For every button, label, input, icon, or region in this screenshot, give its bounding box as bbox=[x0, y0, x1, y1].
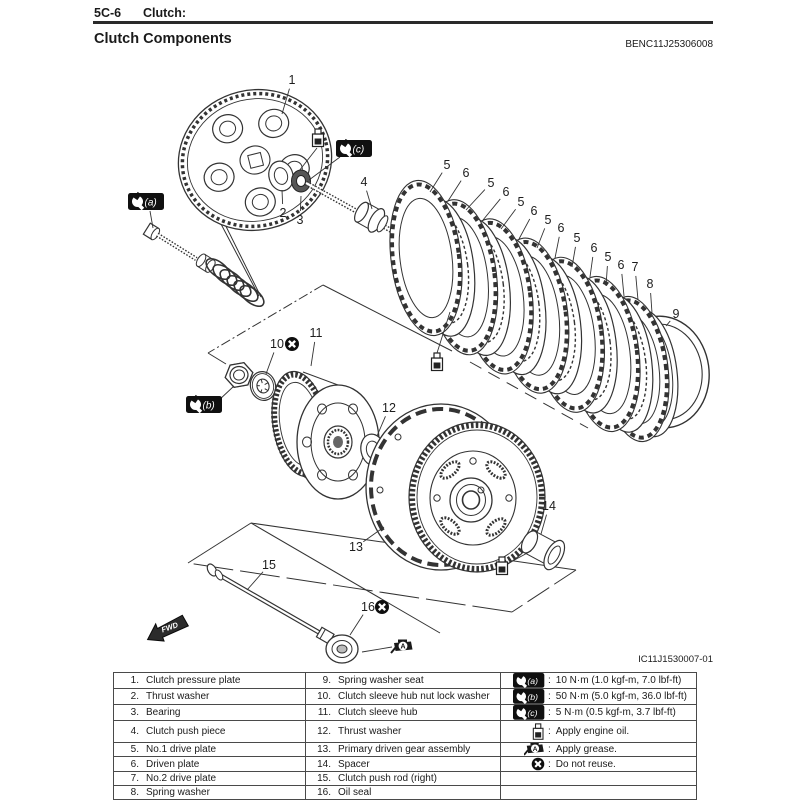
part-name: Spring washer bbox=[146, 787, 210, 798]
spec-icon bbox=[503, 689, 545, 704]
svg-text:A: A bbox=[400, 643, 406, 651]
svg-text:(c): (c) bbox=[527, 708, 538, 719]
torque-wrench-icon bbox=[128, 192, 164, 210]
part-number: 11. bbox=[317, 707, 331, 718]
part-cell bbox=[306, 757, 501, 772]
spec-cell bbox=[501, 721, 697, 743]
callout-5: 5 bbox=[517, 195, 525, 209]
callout-7: 7 bbox=[631, 260, 639, 274]
part-number: 6. bbox=[130, 758, 139, 770]
callout-5: 5 bbox=[487, 176, 495, 190]
svg-text:(b): (b) bbox=[527, 692, 538, 703]
part-name: Clutch push piece bbox=[146, 726, 226, 737]
callout-6: 6 bbox=[502, 185, 510, 199]
callout-12: 12 bbox=[382, 401, 396, 415]
spec-icon bbox=[503, 705, 545, 720]
callout-5: 5 bbox=[544, 213, 552, 227]
callout-6: 6 bbox=[590, 241, 598, 255]
part-row bbox=[114, 743, 697, 757]
spec-icon bbox=[503, 673, 545, 688]
part-cell bbox=[306, 743, 501, 757]
callout-14: 14 bbox=[542, 499, 556, 513]
doc-code: BENC11J25306008 bbox=[625, 39, 713, 50]
clutch-plate-stack bbox=[382, 176, 660, 435]
part-number: 1. bbox=[130, 675, 139, 686]
callout-8: 8 bbox=[646, 277, 654, 291]
clutch-push-piece bbox=[306, 183, 399, 237]
part-name: Oil seal bbox=[338, 787, 372, 798]
part-row bbox=[114, 772, 697, 786]
callout-3: 3 bbox=[296, 213, 304, 227]
part-number: 12. bbox=[317, 726, 331, 737]
part-number: 5. bbox=[130, 744, 139, 755]
part-cell bbox=[114, 743, 306, 757]
clutch-spring-bolt-set bbox=[143, 223, 267, 310]
spec-text: Do not reuse. bbox=[555, 758, 616, 770]
part-cell bbox=[114, 689, 306, 705]
part-number: 3. bbox=[130, 707, 139, 718]
part-name: Spacer bbox=[338, 758, 370, 770]
part-name: Thrust washer bbox=[146, 691, 210, 702]
spec-cell bbox=[501, 757, 697, 772]
part-name: Bearing bbox=[146, 707, 181, 718]
part-name: Clutch sleeve hub bbox=[338, 707, 418, 718]
part-number: 8. bbox=[130, 787, 139, 798]
part-cell bbox=[114, 721, 306, 743]
callout-9: 9 bbox=[672, 307, 680, 321]
grease-gun-icon bbox=[524, 743, 544, 755]
callout-2: 2 bbox=[279, 206, 287, 220]
spec-text: Apply grease. bbox=[555, 744, 617, 755]
callout-1: 1 bbox=[288, 73, 296, 87]
oil-can-icon bbox=[432, 353, 443, 371]
svg-text:FWD: FWD bbox=[160, 620, 180, 635]
part-number: 4. bbox=[130, 726, 139, 737]
spec-text: 10 N·m (1.0 kgf-m, 7.0 lbf-ft) bbox=[555, 675, 682, 686]
svg-text:(b): (b) bbox=[202, 400, 215, 412]
do-not-reuse-icon bbox=[532, 758, 545, 771]
part-row bbox=[114, 786, 697, 800]
callout-4: 4 bbox=[360, 175, 368, 189]
torque-wrench-icon bbox=[186, 395, 222, 413]
callout-11: 11 bbox=[309, 326, 323, 340]
part-name: Spring washer seat bbox=[338, 675, 424, 686]
part-number: 10. bbox=[317, 691, 331, 702]
spec-text: 5 N·m (0.5 kgf-m, 3.7 lbf-ft) bbox=[555, 707, 676, 718]
spec-colon: : bbox=[548, 691, 551, 702]
callout-6: 6 bbox=[617, 258, 625, 272]
spec-colon: : bbox=[548, 744, 551, 755]
spec-cell bbox=[501, 689, 697, 705]
part-cell bbox=[306, 721, 501, 743]
spec-text: Apply engine oil. bbox=[555, 726, 630, 737]
part-number: 13. bbox=[317, 744, 331, 755]
svg-text:(a): (a) bbox=[527, 676, 538, 687]
svg-text:(c): (c) bbox=[352, 144, 365, 156]
part-name: Clutch sleeve hub nut lock washer bbox=[338, 691, 490, 702]
part-name: Primary driven gear assembly bbox=[338, 744, 471, 755]
parts-table bbox=[113, 672, 696, 800]
part-cell bbox=[306, 705, 501, 721]
spec-colon: : bbox=[548, 758, 551, 770]
part-cell bbox=[306, 772, 501, 786]
spec-icon bbox=[503, 743, 545, 756]
spec-cell bbox=[501, 786, 697, 800]
part-name: Thrust washer bbox=[338, 726, 402, 737]
part-number: 14. bbox=[317, 758, 331, 770]
part-row bbox=[114, 689, 697, 705]
part-row bbox=[114, 757, 697, 772]
clutch-pressure-plate bbox=[163, 73, 346, 246]
callout-5: 5 bbox=[443, 158, 451, 172]
part-cell bbox=[306, 689, 501, 705]
spec-cell bbox=[501, 673, 697, 689]
spec-colon: : bbox=[548, 707, 551, 718]
part-cell bbox=[114, 757, 306, 772]
svg-text:(a): (a) bbox=[144, 197, 157, 209]
part-cell bbox=[114, 705, 306, 721]
callout-10: 10 bbox=[270, 337, 284, 351]
bearing-3 bbox=[292, 170, 311, 192]
callout-6: 6 bbox=[530, 204, 538, 218]
section-code: 5C-6 bbox=[94, 6, 122, 20]
torque-wrench-icon bbox=[336, 139, 372, 157]
clutch-push-rod-15 bbox=[205, 562, 334, 643]
part-name: Clutch pressure plate bbox=[146, 675, 241, 686]
oil-can-icon bbox=[533, 723, 543, 738]
part-cell bbox=[306, 786, 501, 800]
spec-colon: : bbox=[548, 726, 551, 737]
callout-16: 16 bbox=[361, 600, 375, 614]
part-number: 7. bbox=[130, 773, 139, 784]
spec-icon bbox=[503, 723, 545, 741]
part-number: 2. bbox=[130, 691, 139, 702]
part-number: 15. bbox=[317, 773, 331, 784]
primary-driven-gear-13 bbox=[366, 404, 545, 572]
part-cell bbox=[114, 786, 306, 800]
spec-colon: : bbox=[548, 675, 551, 686]
part-number: 16. bbox=[317, 787, 331, 798]
spec-icon bbox=[503, 757, 545, 771]
part-cell bbox=[306, 673, 501, 689]
spec-cell bbox=[501, 705, 697, 721]
part-row bbox=[114, 721, 697, 743]
callout-6: 6 bbox=[462, 166, 470, 180]
parts-table-body bbox=[114, 673, 697, 800]
part-name: Clutch push rod (right) bbox=[338, 773, 437, 784]
clutch-sleeve-hub-11 bbox=[265, 367, 379, 499]
page-title: Clutch Components bbox=[94, 31, 232, 47]
spec-text: 50 N·m (5.0 kgf-m, 36.0 lbf-ft) bbox=[555, 691, 687, 702]
part-cell bbox=[114, 772, 306, 786]
callout-13: 13 bbox=[349, 540, 363, 554]
callout-15: 15 bbox=[262, 558, 276, 572]
part-cell bbox=[114, 673, 306, 689]
spec-cell bbox=[501, 743, 697, 757]
figure-code: IC11J1530007-01 bbox=[638, 654, 713, 665]
part-name: No.2 drive plate bbox=[146, 773, 217, 784]
grease-gun-icon bbox=[391, 640, 413, 654]
callout-5: 5 bbox=[604, 250, 612, 264]
section-name: Clutch: bbox=[143, 6, 187, 20]
part-number: 9. bbox=[322, 675, 331, 686]
callout-6: 6 bbox=[557, 221, 565, 235]
callout-5: 5 bbox=[573, 231, 581, 245]
torque-wrench-icon bbox=[513, 689, 544, 704]
part-name: No.1 drive plate bbox=[146, 744, 217, 755]
do-not-reuse-icon bbox=[285, 337, 299, 351]
part-row bbox=[114, 673, 697, 689]
do-not-reuse-icon bbox=[375, 600, 389, 614]
part-name: Driven plate bbox=[146, 758, 200, 770]
part-row bbox=[114, 705, 697, 721]
spec-cell bbox=[501, 772, 697, 786]
fwd-arrow-icon bbox=[143, 614, 190, 647]
torque-wrench-icon bbox=[513, 673, 544, 688]
svg-text:A: A bbox=[532, 745, 538, 753]
torque-wrench-icon bbox=[513, 705, 544, 720]
